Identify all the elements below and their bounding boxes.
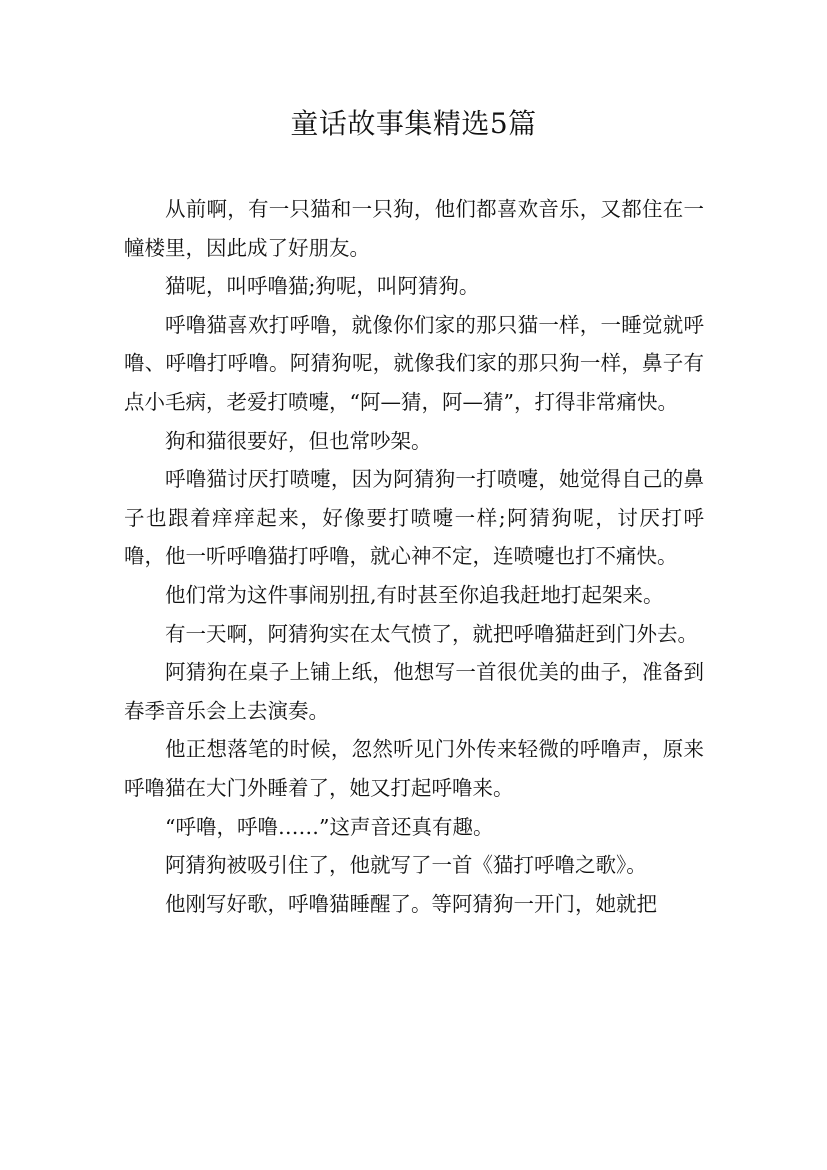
paragraph-7: 有一天啊，阿猜狗实在太气愤了，就把呼噜猫赶到门外去。 bbox=[165, 621, 698, 646]
document-title: 童话故事集精选5篇 bbox=[290, 107, 537, 140]
paragraph-9: 他正想落笔的时候，忽然听见门外传来轻微的呼噜声，原来呼噜猫在大门外睡着了，她又打起呼噜来。 bbox=[124, 737, 704, 800]
paragraph-2: 猫呢，叫呼噜猫;狗呢，叫阿猜狗。 bbox=[165, 274, 480, 299]
document-body bbox=[124, 190, 704, 923]
paragraph-11: 阿猜狗被吸引住了，他就写了一首《猫打呼噜之歌》。 bbox=[165, 853, 647, 878]
paragraph-12: 他刚写好歌，呼噜猫睡醒了。等阿猜狗一开门，她就把 bbox=[165, 891, 657, 916]
paragraph-8: 阿猜狗在桌子上铺上纸，他想写一首很优美的曲子，准备到春季音乐会上去演奏。 bbox=[124, 660, 704, 723]
paragraph-1: 从前啊，有一只猫和一只狗，他们都喜欢音乐，又都住在一幢楼里，因此成了好朋友。 bbox=[124, 197, 704, 260]
paragraph-3: 呼噜猫喜欢打呼噜，就像你们家的那只猫一样，一睡觉就呼噜、呼噜打呼噜。阿猜狗呢，就像我们家的那只狗一样，鼻子有点小毛病，老爱打喷嚏，“阿—猜，阿—猜”，打得非常痛快。 bbox=[124, 312, 704, 414]
paragraph-10: “呼噜，呼噜……”这声音还真有趣。 bbox=[165, 814, 494, 839]
paragraph-5: 呼噜猫讨厌打喷嚏，因为阿猜狗一打喷嚏，她觉得自己的鼻子也跟着痒痒起来，好像要打喷嚏一样;阿猜狗呢，讨厌打呼噜，他一听呼噜猫打呼噜，就心神不定，连喷嚏也打不痛快。 bbox=[124, 467, 704, 569]
paragraph-6: 他们常为这件事闹别扭,有时甚至你追我赶地打起架来。 bbox=[165, 582, 664, 607]
paragraph-4: 狗和猫很要好，但也常吵架。 bbox=[165, 428, 432, 453]
